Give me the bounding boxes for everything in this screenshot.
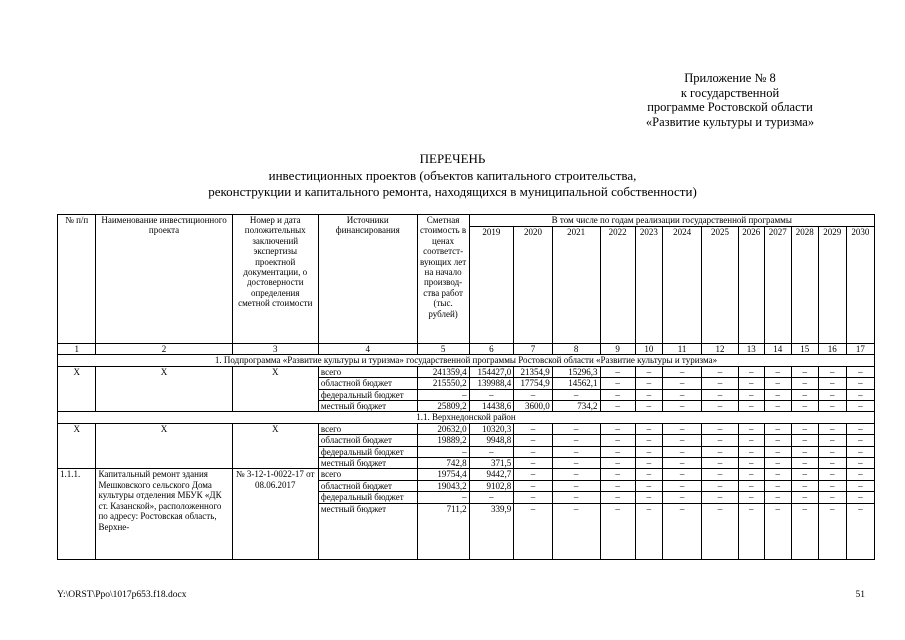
row-year-value: – [552,423,600,434]
header-year: 2030 [846,227,874,344]
row-year-value: – [818,435,846,446]
section-row [58,412,875,423]
row-year-value: – [635,389,662,400]
column-number: 11 [662,344,701,355]
row-year-value: – [635,492,662,503]
column-number: 8 [552,344,600,355]
row-year-value: – [818,401,846,412]
row-year-value: – [791,469,818,480]
column-number: 14 [764,344,791,355]
row-year-value: – [514,389,552,400]
heading-title: ПЕРЕЧЕНЬ [419,151,486,166]
row-year-value: – [764,423,791,434]
row-year-value: – [600,503,635,559]
row-year-value: – [702,423,738,434]
header-estimate: Сметная стоимость в ценах соответст-вующих лет на начало производ-ства работ (тыс. рублей) [417,215,469,344]
row-year-value: – [552,469,600,480]
document-heading [0,151,905,201]
header-years-group: В том числе по годам реализации государственной программы [469,215,874,227]
column-number: 5 [417,344,469,355]
row-source: местный бюджет [318,458,417,469]
row-source: местный бюджет [318,401,417,412]
row-year-value: – [600,435,635,446]
header-row [58,215,875,227]
row-year-value: – [469,446,514,457]
row-year-value: – [791,480,818,491]
row-year-value: – [818,503,846,559]
header-year: 2024 [662,227,701,344]
header-num: № п/п [58,215,96,344]
row-year-value: – [791,435,818,446]
header-year: 2020 [514,227,552,344]
row-estimate: – [417,492,469,503]
row-source: федеральный бюджет [318,389,417,400]
row-year-value: – [662,435,701,446]
row-year-value: 9102,8 [469,480,514,491]
header-year: 2021 [552,227,600,344]
row-year-value: – [791,446,818,457]
row-year-value: – [662,389,701,400]
column-number: 16 [818,344,846,355]
row-year-value: – [662,492,701,503]
row-num: Х [58,423,96,469]
row-source: всего [318,423,417,434]
row-year-value: – [846,435,874,446]
row-year-value: – [635,480,662,491]
row-year-value: – [764,480,791,491]
row-year-value: – [662,378,701,389]
row-year-value: – [600,492,635,503]
row-year-value: – [738,378,764,389]
row-year-value: – [702,469,738,480]
row-year-value: – [702,458,738,469]
row-source: местный бюджет [318,503,417,559]
row-year-value: – [635,378,662,389]
row-source: областной бюджет [318,480,417,491]
row-year-value: – [818,458,846,469]
row-year-value: – [662,423,701,434]
row-year-value: – [738,423,764,434]
row-year-value: 14562,1 [552,378,600,389]
row-year-value: – [635,401,662,412]
row-year-value: – [764,446,791,457]
header-year: 2022 [600,227,635,344]
row-year-value: – [662,458,701,469]
row-year-value: – [846,480,874,491]
row-year-value: – [846,378,874,389]
row-year-value: – [552,389,600,400]
row-year-value: 154427,0 [469,366,514,377]
row-year-value: – [846,389,874,400]
row-year-value: – [791,458,818,469]
column-number: 3 [232,344,318,355]
row-name: Капитальный ремонт здания Мешковского сельского Дома культуры отделения МБУК «ДК ст. Казанской», расположенного по адресу: Ростовская область, Верхне- [96,469,232,559]
row-expertise: Х [232,423,318,469]
row-year-value: – [846,401,874,412]
row-year-value: – [738,480,764,491]
row-year-value: – [764,458,791,469]
footer-file-path: Y:\ORST\Ppo\1017p653.f18.docx [57,590,187,600]
row-name: Х [96,423,232,469]
row-expertise: Х [232,366,318,412]
column-number: 2 [96,344,232,355]
projects-table [57,214,875,560]
row-year-value: – [662,401,701,412]
row-year-value: – [662,446,701,457]
row-year-value: – [514,480,552,491]
row-year-value: – [702,480,738,491]
row-estimate: 241359,4 [417,366,469,377]
row-source: областной бюджет [318,378,417,389]
row-name: Х [96,366,232,412]
row-year-value: – [818,446,846,457]
row-year-value: – [738,401,764,412]
row-year-value: – [738,446,764,457]
row-year-value: – [662,366,701,377]
row-year-value: – [764,378,791,389]
row-year-value: – [738,469,764,480]
row-year-value: – [738,458,764,469]
row-year-value: – [635,423,662,434]
row-estimate: – [417,446,469,457]
column-number: 10 [635,344,662,355]
row-year-value: – [702,492,738,503]
footer-page-number: 51 [855,590,865,600]
row-year-value: 14438,6 [469,401,514,412]
row-expertise: № 3-12-1-0022-17 от 08.06.2017 [232,469,318,559]
row-year-value: – [662,503,701,559]
row-year-value: – [818,492,846,503]
heading-line-2: инвестиционных проектов (объектов капитального строительства, [268,167,637,183]
row-year-value: – [846,458,874,469]
section-2-title: 1.1. Верхнедонской район [58,412,875,423]
row-estimate: 742,8 [417,458,469,469]
row-year-value: – [552,480,600,491]
row-year-value: – [702,366,738,377]
row-year-value: – [791,423,818,434]
row-year-value: – [600,423,635,434]
row-year-value: – [791,401,818,412]
row-year-value: – [818,423,846,434]
row-year-value: – [514,458,552,469]
row-source: федеральный бюджет [318,492,417,503]
row-year-value: 139988,4 [469,378,514,389]
row-year-value: – [600,378,635,389]
row-estimate: 19889,2 [417,435,469,446]
row-year-value: – [818,480,846,491]
row-source: федеральный бюджет [318,446,417,457]
row-num: Х [58,366,96,412]
row-estimate: 215550,2 [417,378,469,389]
row-year-value: – [662,469,701,480]
row-year-value: – [702,435,738,446]
row-year-value: – [552,492,600,503]
header-year: 2029 [818,227,846,344]
row-year-value: – [738,435,764,446]
header-year: 2023 [635,227,662,344]
row-year-value: 734,2 [552,401,600,412]
header-year: 2025 [702,227,738,344]
column-number: 7 [514,344,552,355]
column-number: 9 [600,344,635,355]
row-estimate: – [417,389,469,400]
row-year-value: 9948,8 [469,435,514,446]
row-year-value: – [662,480,701,491]
row-year-value: – [702,401,738,412]
row-year-value: – [514,469,552,480]
appendix-line-3: программе Ростовской области [647,100,813,114]
row-source: всего [318,469,417,480]
header-name: Наименование инвестиционного проекта [96,215,232,344]
row-year-value: – [846,503,874,559]
row-estimate: 19754,4 [417,469,469,480]
row-year-value: – [791,492,818,503]
row-year-value: – [702,378,738,389]
row-year-value: – [552,446,600,457]
row-year-value: – [552,435,600,446]
row-year-value: 3600,0 [514,401,552,412]
column-numbers-row [58,344,875,355]
row-year-value: – [846,492,874,503]
row-year-value: – [702,446,738,457]
column-number: 17 [846,344,874,355]
row-year-value: – [818,389,846,400]
row-year-value: – [514,503,552,559]
table-body [58,215,875,560]
column-number: 15 [791,344,818,355]
row-year-value: – [600,401,635,412]
row-year-value: – [764,492,791,503]
column-number: 13 [738,344,764,355]
header-year: 2027 [764,227,791,344]
row-estimate: 19043,2 [417,480,469,491]
row-year-value: – [514,423,552,434]
row-year-value: – [764,389,791,400]
row-year-value: – [818,378,846,389]
row-year-value: 15296,3 [552,366,600,377]
row-year-value: – [764,435,791,446]
row-year-value: 9442,7 [469,469,514,480]
row-year-value: – [764,366,791,377]
row-year-value: – [846,366,874,377]
row-year-value: 10320,3 [469,423,514,434]
row-year-value: – [600,446,635,457]
row-year-value: – [846,423,874,434]
row-year-value: – [702,503,738,559]
appendix-line-1: Приложение № 8 [684,71,776,85]
row-year-value: – [600,389,635,400]
row-year-value: – [635,366,662,377]
appendix-line-4: «Развитие культуры и туризма» [645,114,815,129]
row-year-value: – [764,503,791,559]
table-row [58,469,875,480]
row-year-value: – [791,378,818,389]
row-year-value: – [818,366,846,377]
row-year-value: – [846,446,874,457]
heading-line-3: реконструкции и капитального ремонта, находящихся в муниципальной собственности) [208,184,697,199]
row-year-value: – [514,435,552,446]
appendix-line-2: к государственной [680,85,780,100]
row-year-value: – [469,389,514,400]
header-source: Источники финансирования [318,215,417,344]
column-number: 4 [318,344,417,355]
row-year-value: – [600,480,635,491]
row-year-value: – [514,446,552,457]
row-source: всего [318,366,417,377]
row-num: 1.1.1. [58,469,96,559]
row-source: областной бюджет [318,435,417,446]
row-year-value: – [469,492,514,503]
row-year-value: – [818,469,846,480]
table-row [58,366,875,377]
header-expertise: Номер и дата положительных заключений экспертизы проектной документации, о достоверности определения сметной стоимости [232,215,318,344]
column-number: 1 [58,344,96,355]
row-year-value: – [764,469,791,480]
row-year-value: 371,5 [469,458,514,469]
row-year-value: 339,9 [469,503,514,559]
row-year-value: – [514,492,552,503]
row-year-value: – [791,389,818,400]
row-year-value: – [738,366,764,377]
table-row [58,423,875,434]
header-year: 2028 [791,227,818,344]
column-number: 6 [469,344,514,355]
row-year-value: – [846,469,874,480]
row-year-value: – [600,366,635,377]
row-year-value: – [635,469,662,480]
row-year-value: – [600,458,635,469]
row-year-value: – [738,389,764,400]
section-row [58,355,875,366]
row-year-value: – [791,366,818,377]
row-year-value: – [635,446,662,457]
row-estimate: 711,2 [417,503,469,559]
section-1-title: 1. Подпрограмма «Развитие культуры и туризма» государственной программы Ростовской области «Развитие культуры и туризма» [58,355,875,366]
row-year-value: – [764,401,791,412]
row-year-value: – [552,503,600,559]
header-year: 2026 [738,227,764,344]
appendix-block [615,71,845,129]
row-year-value: – [635,503,662,559]
row-year-value: – [600,469,635,480]
header-year: 2019 [469,227,514,344]
row-year-value: – [552,458,600,469]
row-year-value: – [635,435,662,446]
row-year-value: – [738,503,764,559]
row-year-value: 17754,9 [514,378,552,389]
row-year-value: 21354,9 [514,366,552,377]
row-year-value: – [791,503,818,559]
row-year-value: – [738,492,764,503]
column-number: 12 [702,344,738,355]
row-estimate: 25809,2 [417,401,469,412]
row-estimate: 20632,0 [417,423,469,434]
row-year-value: – [702,389,738,400]
row-year-value: – [635,458,662,469]
